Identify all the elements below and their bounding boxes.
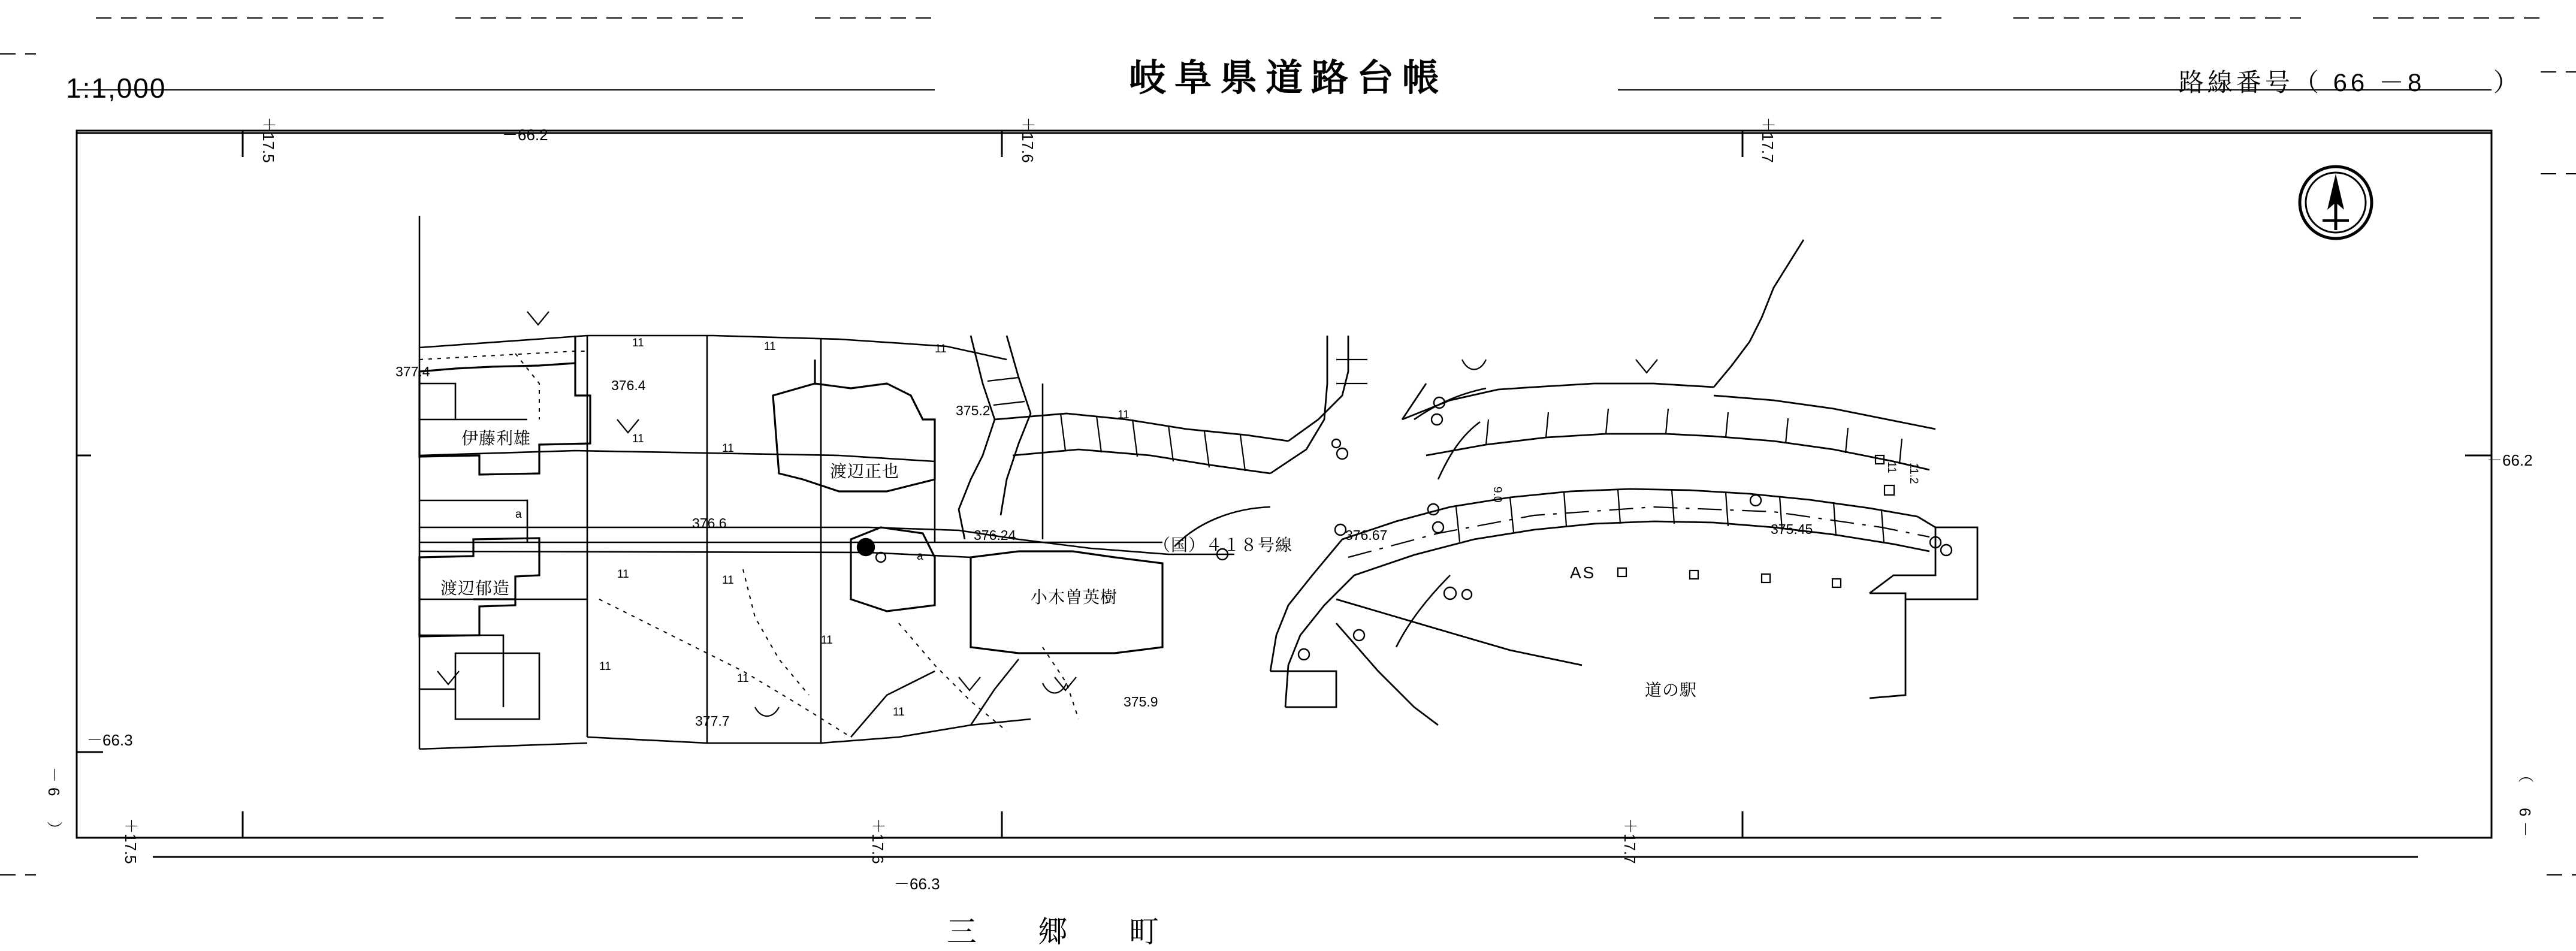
boundary-mark: 11	[599, 660, 611, 673]
parcel-label: 渡辺正也	[830, 462, 900, 481]
parcel-label: 小木曽英樹	[1031, 588, 1118, 606]
grid-tick-bottom: ＋17.5	[122, 818, 140, 864]
station-label: 11.2	[1907, 463, 1920, 484]
grid-tick-left: －6 ）	[45, 767, 63, 842]
boundary-mark: 11	[893, 706, 905, 718]
boundary-mark: 11	[737, 672, 749, 685]
scale-label: 1:1,000	[66, 73, 167, 104]
boundary-mark: 11	[632, 337, 644, 349]
grid-tick-bottom: ＋17.6	[869, 818, 887, 864]
boundary-mark: a	[917, 550, 923, 563]
boundary-mark: 11	[722, 574, 734, 587]
boundary-mark: 11	[1885, 461, 1898, 473]
boundary-mark: 11	[632, 433, 644, 445]
grid-tick-top: ＋17.6	[1019, 117, 1037, 163]
parcel-label: 伊藤利雄	[461, 429, 531, 448]
spot-height-label: 377.7	[695, 713, 730, 729]
spot-height-label: 375.9	[1124, 694, 1158, 710]
spot-height-label: 375.45	[1771, 521, 1813, 537]
parcel-label: 渡辺郁造	[440, 579, 511, 597]
boundary-mark: 11	[764, 340, 776, 353]
grid-tick-right: （ 6－	[2516, 767, 2534, 842]
grid-tick-bottom: －66.3	[894, 875, 940, 893]
parcel-label: 道の駅	[1645, 681, 1698, 699]
boundary-mark: 11	[1118, 409, 1130, 421]
station-label: 9.0	[1491, 487, 1503, 503]
boundary-mark: 11	[821, 634, 833, 647]
route-number-label: 路線番号（ 66 －8 ）	[2178, 68, 2522, 96]
boundary-mark: 11	[935, 343, 947, 355]
road-name-label: （国）４１８号線	[1153, 536, 1293, 554]
spot-height-label: 376.4	[611, 378, 646, 393]
boundary-mark: a	[515, 508, 522, 521]
grid-tick-top: ＋17.5	[259, 117, 277, 163]
spot-height-label: 375.2	[956, 403, 990, 418]
north-arrow-icon	[2296, 163, 2375, 242]
spot-height-label: 376.24	[974, 527, 1016, 543]
grid-tick-bottom: ＋17.7	[1621, 818, 1639, 864]
grid-tick-left: －66.3	[87, 731, 133, 749]
pavement-type-label: AS	[1570, 563, 1596, 582]
grid-tick-top: －66.2	[502, 126, 548, 144]
boundary-mark: 11	[722, 442, 734, 455]
spot-height-label: 376.6	[692, 515, 727, 531]
grid-tick-right: －66.2	[2487, 451, 2533, 469]
boundary-mark: 11	[617, 568, 629, 581]
spot-height-label: 377.4	[395, 364, 430, 379]
grid-tick-top: ＋17.7	[1759, 117, 1777, 163]
spot-height-label: 376.67	[1345, 527, 1388, 543]
town-name-label: 三 郷 町	[947, 915, 1174, 949]
page-title: 岐阜県道路台帳	[1128, 56, 1448, 99]
